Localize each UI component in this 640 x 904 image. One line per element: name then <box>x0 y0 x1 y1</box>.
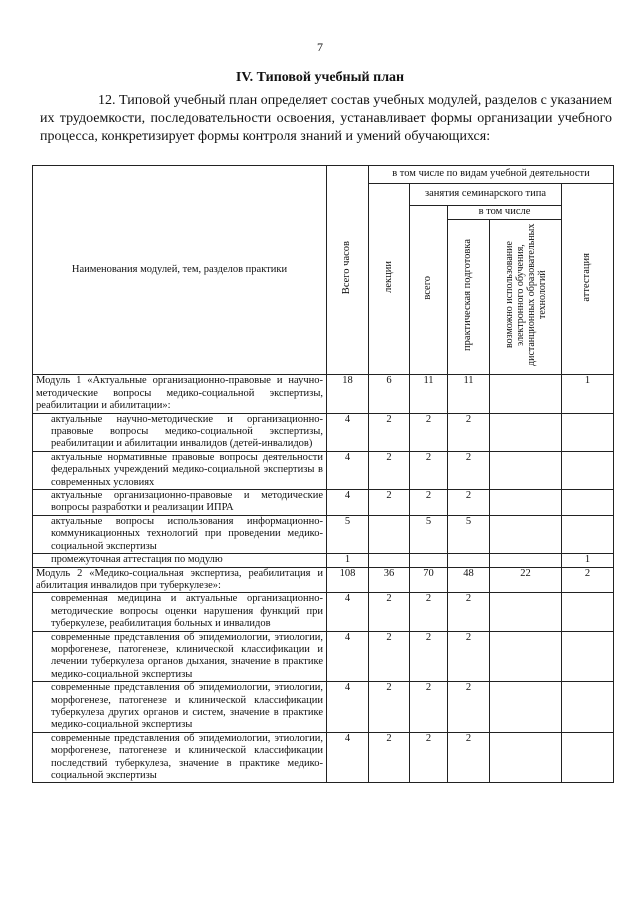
cell-seminar-total: 2 <box>410 593 448 631</box>
cell-seminar-total: 2 <box>410 682 448 733</box>
cell-attestation <box>562 413 614 451</box>
cell-total: 18 <box>327 375 369 413</box>
cell-seminar-total: 2 <box>410 451 448 489</box>
row-name: современные представления об эпидемиологии, этиологии, морфогенезе, патогенезе, клинической классификации и лечении туберкулеза органов дыхания, значение в практике медико-социальной экспертизы <box>33 631 327 682</box>
table-row <box>33 413 614 451</box>
table-row <box>33 375 614 413</box>
cell-total: 4 <box>327 732 369 783</box>
cell-lectures: 2 <box>369 490 410 516</box>
cell-distance <box>490 554 562 567</box>
cell-lectures: 36 <box>369 567 410 593</box>
table-row <box>33 451 614 489</box>
cell-attestation <box>562 451 614 489</box>
cell-attestation <box>562 515 614 553</box>
cell-total: 108 <box>327 567 369 593</box>
section-heading: IV. Типовой учебный план <box>235 70 405 85</box>
cell-seminar-total: 5 <box>410 515 448 553</box>
row-name: современные представления об эпидемиологии, этиологии, морфогенезе, патогенезе и клинической классификации туберкулеза других органов и систем, значение в практике медико-социальной экспертизы <box>33 682 327 733</box>
cell-distance <box>490 375 562 413</box>
row-name: промежуточная аттестация по модулю <box>33 554 327 567</box>
cell-total: 4 <box>327 593 369 631</box>
table-row <box>33 631 614 682</box>
table-row <box>33 682 614 733</box>
table-row <box>33 490 614 516</box>
cell-distance <box>490 593 562 631</box>
table-row <box>33 554 614 567</box>
cell-seminar-total: 2 <box>410 413 448 451</box>
cell-lectures: 2 <box>369 732 410 783</box>
cell-attestation <box>562 593 614 631</box>
cell-distance: 22 <box>490 567 562 593</box>
cell-distance <box>490 451 562 489</box>
header-by-activity: в том числе по видам учебной деятельности <box>369 166 614 184</box>
cell-attestation <box>562 490 614 516</box>
cell-total: 4 <box>327 413 369 451</box>
cell-total: 1 <box>327 554 369 567</box>
cell-attestation <box>562 682 614 733</box>
header-lectures: лекции <box>369 184 410 375</box>
header-total: Всего часов <box>327 166 369 375</box>
cell-distance <box>490 682 562 733</box>
cell-attestation <box>562 631 614 682</box>
header-names: Наименования модулей, тем, разделов практики <box>33 166 327 375</box>
cell-attestation: 1 <box>562 554 614 567</box>
table-row <box>33 567 614 593</box>
row-name: Модуль 1 «Актуальные организационно-правовые и научно-методические вопросы медико-социальной экспертизы, реабилитации и абилитации»: <box>33 375 327 413</box>
cell-total: 4 <box>327 631 369 682</box>
cell-practice: 2 <box>448 631 490 682</box>
header-attestation: аттестация <box>562 184 614 375</box>
cell-practice: 48 <box>448 567 490 593</box>
header-including: в том числе <box>448 206 562 220</box>
cell-distance <box>490 631 562 682</box>
row-name: актуальные вопросы использования информационно-коммуникационных технологий при проведении медико-социальной экспертизы <box>33 515 327 553</box>
cell-practice <box>448 554 490 567</box>
cell-attestation <box>562 732 614 783</box>
header-practice: практическая подготовка <box>448 220 490 375</box>
row-name: актуальные нормативные правовые вопросы деятельности федеральных учреждений медико-социальной экспертизы в современных условиях <box>33 451 327 489</box>
cell-lectures: 6 <box>369 375 410 413</box>
cell-distance <box>490 515 562 553</box>
cell-practice: 2 <box>448 451 490 489</box>
cell-practice: 2 <box>448 732 490 783</box>
cell-attestation: 2 <box>562 567 614 593</box>
cell-lectures: 2 <box>369 682 410 733</box>
cell-seminar-total: 2 <box>410 490 448 516</box>
row-name: современные представления об эпидемиологии, этиологии, морфогенезе, патогенезе и клинической классификации последствий туберкулеза, значение в практике медико-социальной экспертизы <box>33 732 327 783</box>
row-name: современная медицина и актуальные организационно-методические вопросы оценки нарушения функций при туберкулезе, реабилитация больных и инвалидов <box>33 593 327 631</box>
cell-practice: 5 <box>448 515 490 553</box>
table-row <box>33 515 614 553</box>
intro-paragraph: 12. Типовой учебный план определяет состав учебных модулей, разделов с указанием их трудоемкости, последовательности освоения, устанавливает формы организации учебного процесса, конкретизирует формы контроля знаний и умений обучающихся: <box>40 93 612 144</box>
cell-practice: 11 <box>448 375 490 413</box>
cell-practice: 2 <box>448 682 490 733</box>
cell-total: 4 <box>327 451 369 489</box>
cell-practice: 2 <box>448 490 490 516</box>
row-name: Модуль 2 «Медико-социальная экспертиза, реабилитация и абилитация инвалидов при туберкулезе»: <box>33 567 327 593</box>
cell-seminar-total: 2 <box>410 732 448 783</box>
row-name: актуальные научно-методические и организационно-правовые вопросы медико-социальной экспертизы, реабилитации и абилитации инвалидов (детей-инвалидов) <box>33 413 327 451</box>
cell-seminar-total <box>410 554 448 567</box>
cell-lectures: 2 <box>369 413 410 451</box>
row-name: актуальные организационно-правовые и методические вопросы разработки и реализации ИПРА <box>33 490 327 516</box>
curriculum-table <box>32 165 614 783</box>
cell-total: 4 <box>327 682 369 733</box>
table-row <box>33 593 614 631</box>
cell-lectures: 2 <box>369 593 410 631</box>
cell-distance <box>490 490 562 516</box>
cell-practice: 2 <box>448 413 490 451</box>
cell-lectures: 2 <box>369 451 410 489</box>
cell-total: 4 <box>327 490 369 516</box>
cell-practice: 2 <box>448 593 490 631</box>
cell-lectures <box>369 554 410 567</box>
header-seminar-total: всего <box>410 206 448 375</box>
cell-distance <box>490 732 562 783</box>
header-seminar: занятия семинарского типа <box>410 184 562 206</box>
cell-seminar-total: 2 <box>410 631 448 682</box>
cell-lectures <box>369 515 410 553</box>
cell-seminar-total: 11 <box>410 375 448 413</box>
cell-lectures: 2 <box>369 631 410 682</box>
header-distance: возможно использование электронного обучения, дистанционных образовательных технологий <box>490 220 562 375</box>
page-number: 7 <box>317 40 323 54</box>
cell-attestation: 1 <box>562 375 614 413</box>
cell-distance <box>490 413 562 451</box>
cell-seminar-total: 70 <box>410 567 448 593</box>
cell-total: 5 <box>327 515 369 553</box>
table-row <box>33 732 614 783</box>
